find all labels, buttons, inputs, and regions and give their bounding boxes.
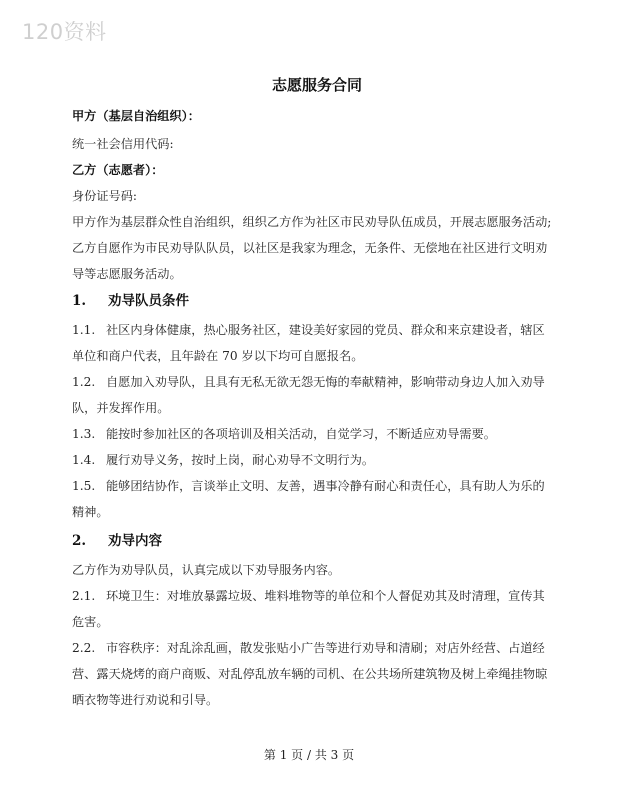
clause-continuation: 晒衣物等进行劝说和引导。 — [72, 693, 219, 707]
watermark: 120资料 — [22, 20, 107, 44]
section-number: 2. — [72, 533, 87, 549]
clause-continuation: 队，并发挥作用。 — [72, 401, 170, 415]
intro-line: 导等志愿服务活动。 — [72, 267, 182, 281]
clause-number: 1.5. — [72, 479, 96, 493]
clause-number: 1.4. — [72, 453, 96, 467]
clause-1-2 — [72, 374, 545, 390]
page-footer: 第 1 页 / 共 3 页 — [263, 748, 355, 762]
clause-number: 2.2. — [72, 641, 96, 655]
clause-continuation: 单位和商户代表，且年龄在 70 岁以下均可自愿报名。 — [72, 349, 364, 363]
clause-1-4 — [72, 452, 374, 468]
clause-1-1 — [72, 322, 545, 338]
clause-2-1 — [72, 588, 545, 604]
section-heading-1 — [72, 292, 189, 310]
clause-1-5 — [72, 478, 545, 494]
section-number: 1. — [72, 293, 87, 309]
document-title: 志愿服务合同 — [271, 76, 362, 94]
section-2-intro: 乙方作为劝导队员，认真完成以下劝导服务内容。 — [72, 563, 341, 577]
clause-text: 环境卫生：对堆放暴露垃圾、堆料堆物等的单位和个人督促劝其及时清理，宣传其 — [106, 589, 545, 603]
party-b-label: 乙方（志愿者）： — [72, 163, 164, 177]
clause-1-3 — [72, 426, 496, 442]
section-title: 劝导队员条件 — [108, 293, 189, 309]
clause-text: 能按时参加社区的各项培训及相关活动，自觉学习，不断适应劝导需要。 — [106, 427, 496, 441]
party-a-label: 甲方（基层自治组织）： — [72, 109, 200, 123]
id-number-label: 身份证号码: — [72, 189, 138, 203]
clause-text: 履行劝导义务，按时上岗，耐心劝导不文明行为。 — [106, 453, 375, 467]
intro-line: 乙方自愿作为市民劝导队队员，以社区是我家为理念，无条件、无偿地在社区进行文明劝 — [72, 241, 548, 255]
intro-line: 甲方作为基层群众性自治组织，组织乙方作为社区市民劝导队伍成员，开展志愿服务活动; — [72, 215, 552, 229]
clause-2-2 — [72, 640, 545, 656]
section-title: 劝导内容 — [108, 533, 162, 549]
clause-text: 能够团结协作，言谈举止文明、友善，遇事冷静有耐心和责任心，具有助人为乐的 — [106, 479, 545, 493]
section-heading-2 — [72, 532, 162, 550]
clause-text: 自愿加入劝导队，且具有无私无欲无怨无悔的奉献精神，影响带动身边人加入劝导 — [106, 375, 545, 389]
clause-text: 社区内身体健康，热心服务社区，建设美好家园的党员、群众和来京建设者，辖区 — [106, 323, 545, 337]
clause-text: 市容秩序：对乱涂乱画，散发张贴小广告等进行劝导和清刷；对店外经营、占道经 — [106, 641, 545, 655]
clause-number: 2.1. — [72, 589, 96, 603]
clause-continuation: 营、露天烧烤的商户商贩、对乱停乱放车辆的司机、在公共场所建筑物及树上牵绳挂物晾 — [72, 667, 548, 681]
clause-number: 1.1. — [72, 323, 96, 337]
clause-continuation: 精神。 — [72, 505, 109, 519]
clause-number: 1.2. — [72, 375, 96, 389]
credit-code-label: 统一社会信用代码: — [72, 137, 174, 151]
clause-continuation: 危害。 — [72, 615, 109, 629]
clause-number: 1.3. — [72, 427, 96, 441]
